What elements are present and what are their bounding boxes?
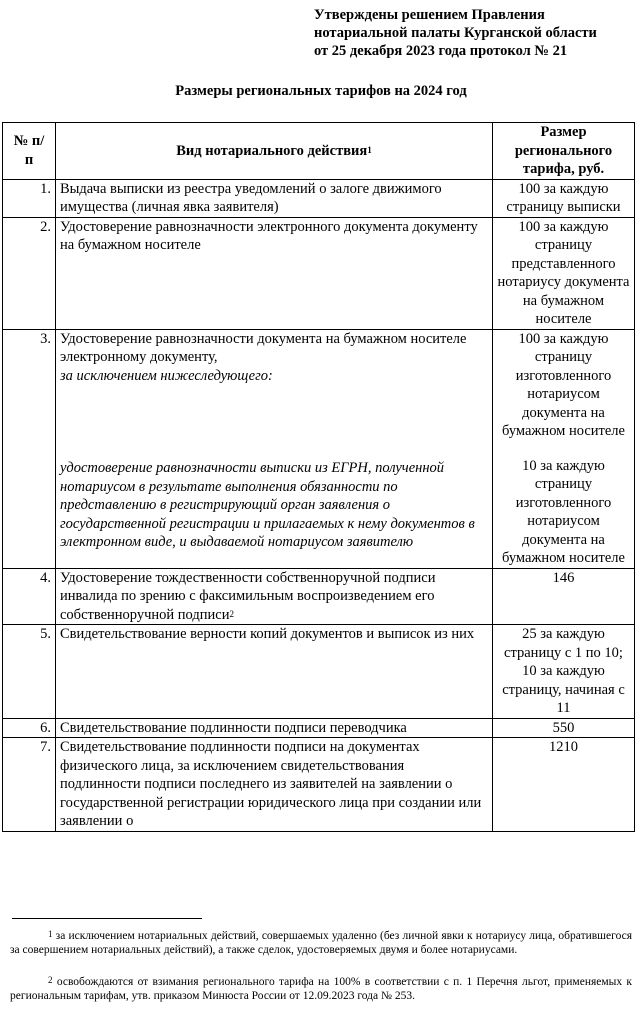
- row-price: 100 за каждую страницу представленного нотариусу документа на бумажном носителе: [493, 217, 635, 329]
- row-price-main: 25 за каждую страницу с 1 по 10;: [504, 626, 623, 661]
- approval-note: [314, 6, 634, 60]
- table-row: [3, 718, 635, 738]
- row-action-exception: за исключением нижеследующего:: [60, 367, 273, 384]
- row-price: 100 за каждую страницу выписки: [493, 179, 635, 217]
- table-row: [3, 179, 635, 217]
- document-title: Размеры региональных тарифов на 2024 год: [175, 83, 467, 99]
- footnote-separator: [12, 918, 202, 919]
- row-action: Свидетельствование верности копий документов и выписок из них: [56, 625, 493, 719]
- tariff-table-container: [2, 122, 635, 832]
- approval-line: нотариальной палаты Курганской области: [314, 25, 597, 41]
- row-number: 3.: [3, 329, 56, 568]
- row-action-text: Удостоверение тождественности собственноручной подписи инвалида по зрению с факсимильным воспроизведением его собственноручной подписи: [60, 569, 436, 623]
- footnote-mark: 2: [48, 975, 53, 985]
- column-header-number: № п/п: [3, 123, 56, 180]
- column-header-action: [56, 123, 493, 180]
- table-row: [3, 217, 635, 329]
- row-price: 1210: [493, 738, 635, 832]
- footnote-text: освобождаются от взимания регионального тарифа на 100% в соответствии с п. 1 Перечня льгот, применяемых к региональным тарифам, утв. приказом Минюста России от 12.09.2023 года № 253.: [10, 976, 633, 1002]
- row-number: 5.: [3, 625, 56, 719]
- row-action-exception-detail: удостоверение равнозначности выписки из ЕГРН, полученной нотариусом в результате выполнения обязанности по представлению в регистрирующий орган заявления о государственной регистрации и прилагаемых к нему документов в электронном виде, и выдаваемой нотариусом заявителю: [60, 460, 475, 550]
- tariff-table: [2, 122, 635, 832]
- row-number: 4.: [3, 568, 56, 625]
- row-number: 1.: [3, 179, 56, 217]
- table-row: [3, 738, 635, 832]
- row-action: [56, 329, 493, 568]
- footnote-2: [10, 975, 632, 1003]
- row-action: Выдача выписки из реестра уведомлений о залоге движимого имущества (личная явка заявителя): [56, 179, 493, 217]
- table-header-row: [3, 123, 635, 180]
- row-price: 146: [493, 568, 635, 625]
- column-header-price: Размер регионального тарифа, руб.: [493, 123, 635, 180]
- approval-line: от 25 декабря 2023 года протокол № 21: [314, 43, 568, 59]
- row-price: 550: [493, 718, 635, 738]
- footnote-ref: 2: [229, 608, 234, 619]
- row-action: [56, 568, 493, 625]
- row-action: Свидетельствование подлинности подписи на документах физического лица, за исключением свидетельствования подлинности подписи последнего из заявителей на заявлении о государственной регистрации юридического лица при создании или заявлении о: [56, 738, 493, 832]
- row-action-main: Удостоверение равнозначности документа на бумажном носителе электронному документу,: [60, 330, 467, 365]
- approval-line: Утверждены решением Правления: [314, 7, 545, 23]
- footnote-ref: 1: [367, 144, 372, 155]
- table-row: [3, 568, 635, 625]
- row-action: Удостоверение равнозначности электронного документа документу на бумажном носителе: [56, 217, 493, 329]
- row-number: 6.: [3, 718, 56, 738]
- row-price-exception: 10 за каждую страницу изготовленного нотариусом документа на бумажном носителе: [502, 457, 625, 566]
- footnote-1: [10, 929, 632, 957]
- row-price: [493, 329, 635, 568]
- footnote-text: за исключением нотариальных действий, совершаемых удаленно (без личной явки к нотариусу лица, обратившегося за совершением нотариальных действий), а также сделок, удостоверяемых двумя и более нотариусами.: [10, 930, 633, 956]
- row-price: [493, 625, 635, 719]
- row-number: 7.: [3, 738, 56, 832]
- table-row: [3, 625, 635, 719]
- row-price-secondary: 10 за каждую страницу, начиная с 11: [502, 663, 625, 716]
- footnote-mark: 1: [48, 929, 53, 939]
- row-price-main: 100 за каждую страницу изготовленного нотариусом документа на бумажном носителе: [502, 330, 625, 439]
- table-row: [3, 329, 635, 568]
- row-number: 2.: [3, 217, 56, 329]
- column-header-action-label: Вид нотариального действия: [176, 142, 368, 159]
- row-action: Свидетельствование подлинности подписи переводчика: [56, 718, 493, 738]
